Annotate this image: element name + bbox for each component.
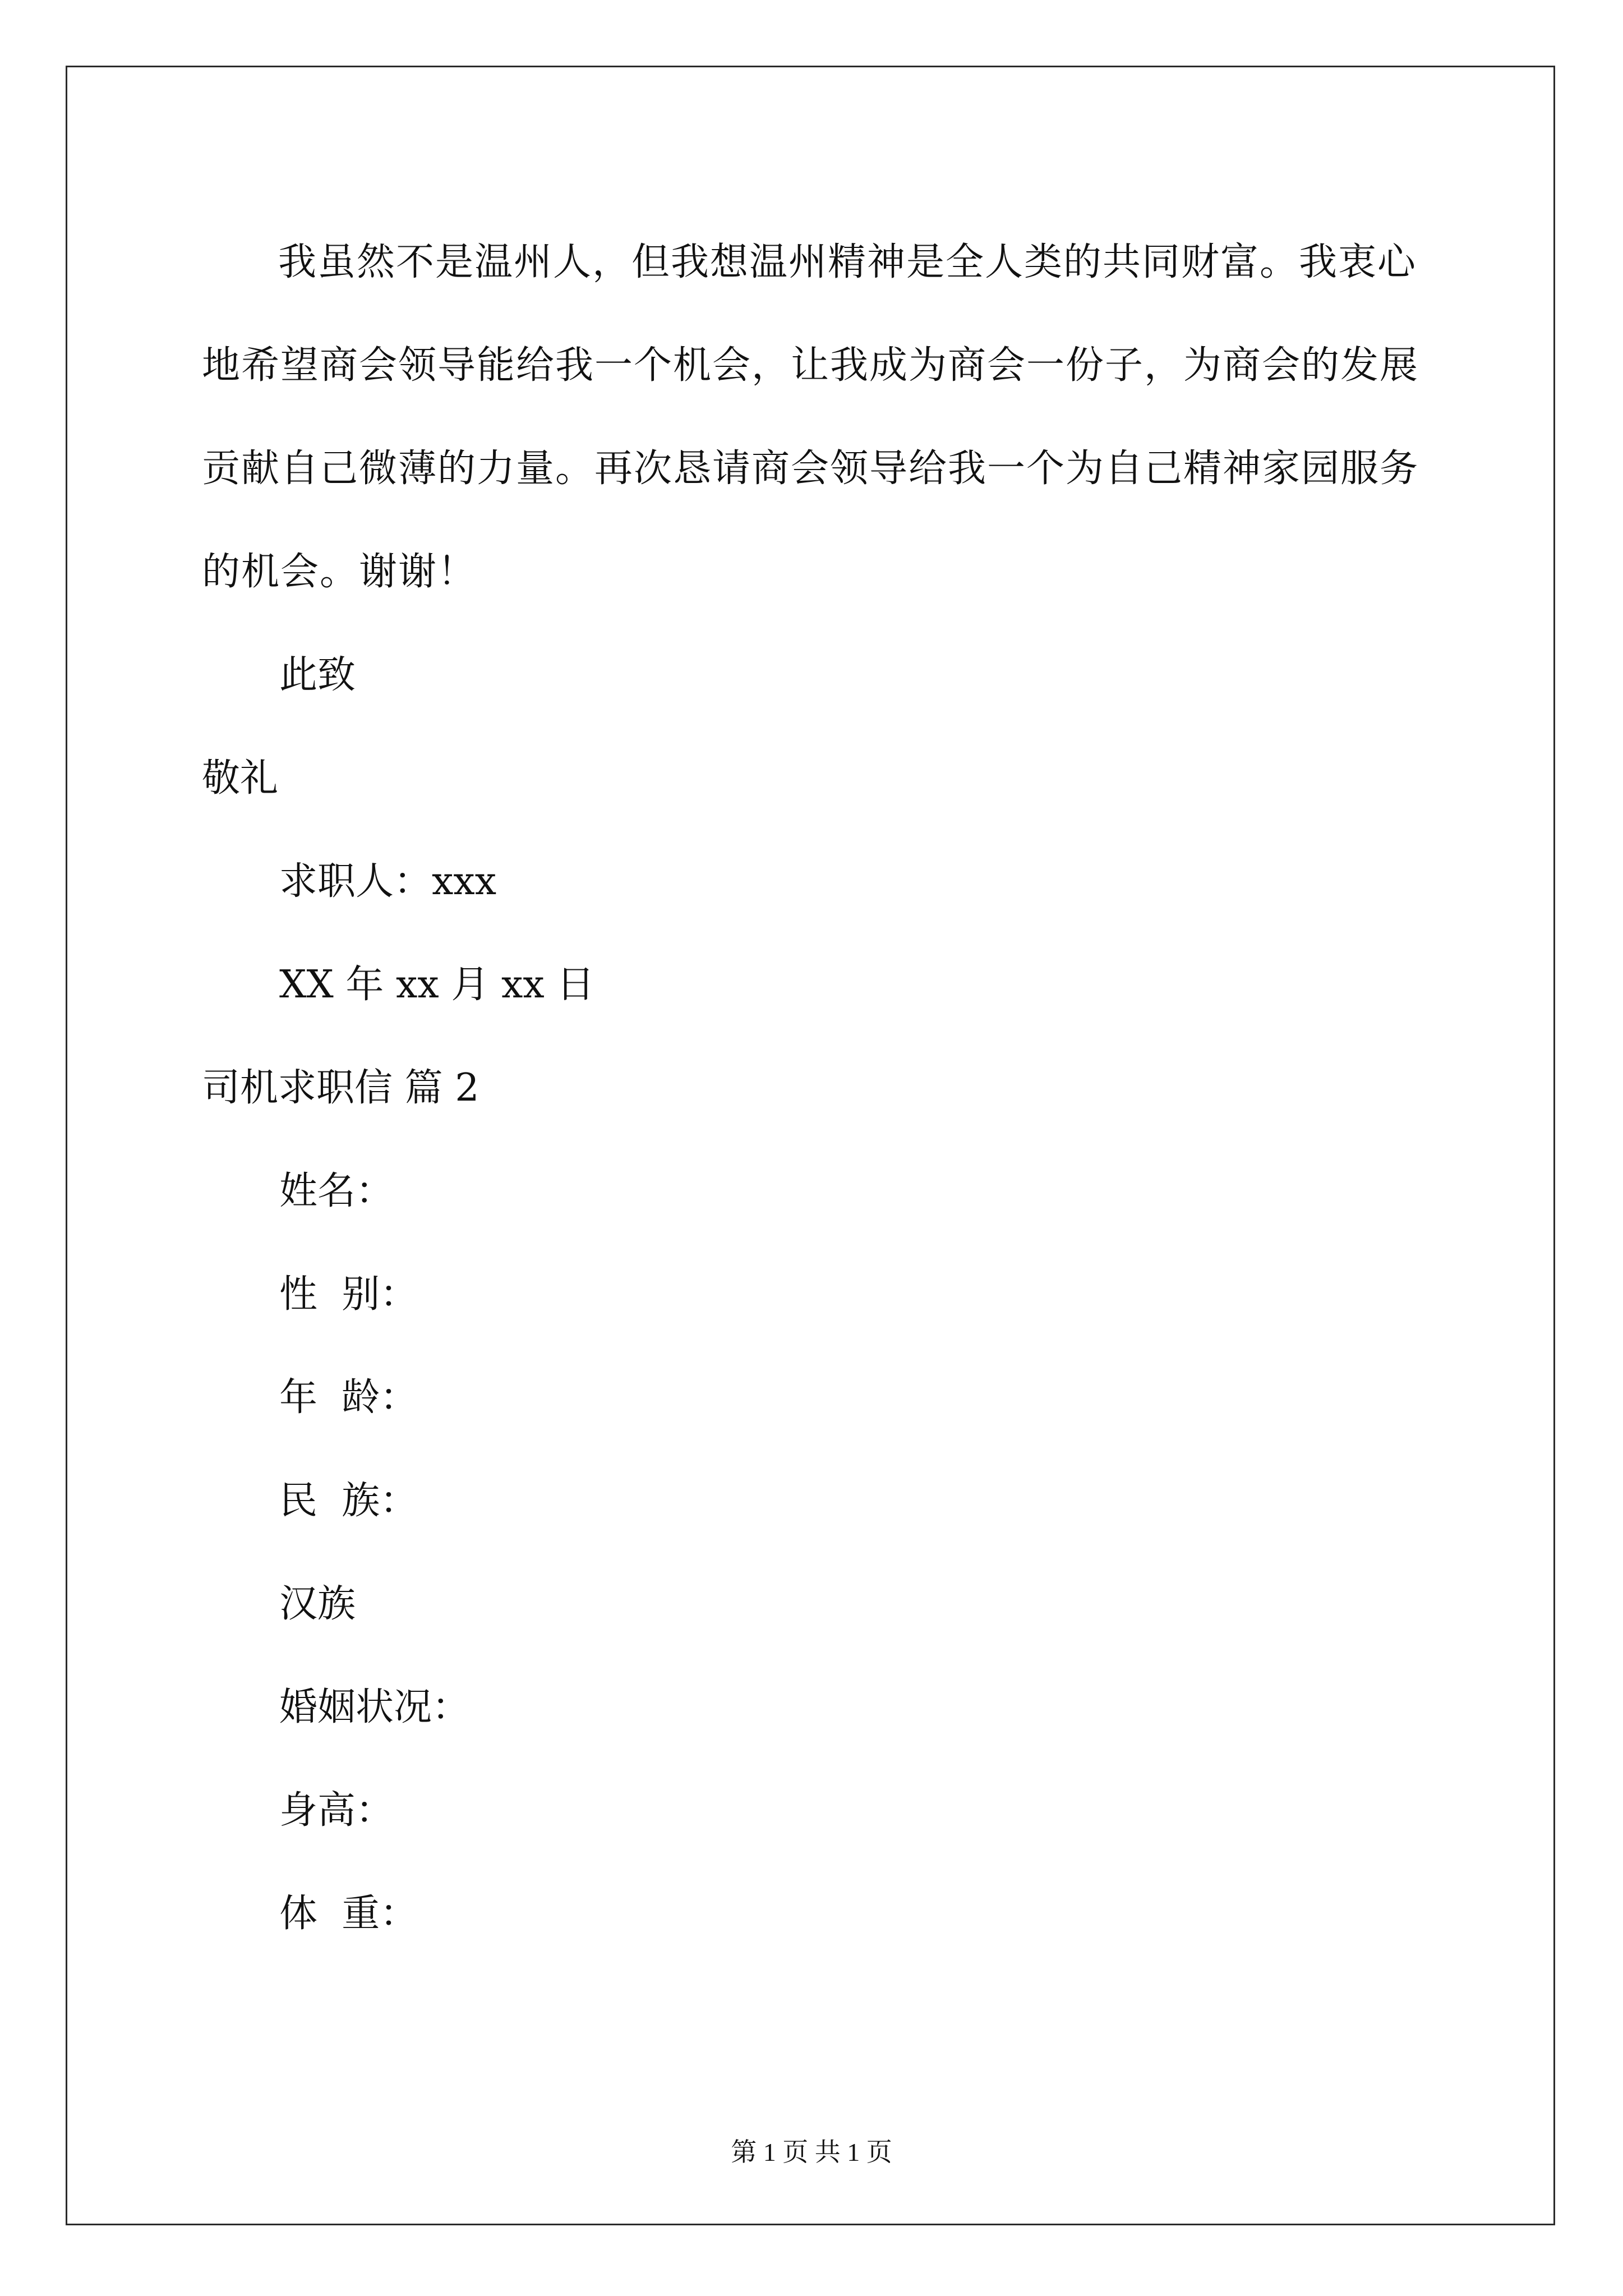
closing-line: 此致 bbox=[279, 653, 356, 697]
field-name: 姓名： bbox=[279, 1169, 394, 1213]
salute-line: 敬礼 bbox=[202, 756, 279, 800]
field-gender: 性 别： bbox=[279, 1272, 418, 1317]
field-height: 身高： bbox=[279, 1788, 394, 1833]
field-ethnicity: 民 族： bbox=[279, 1479, 418, 1523]
body-paragraph: 我虽然不是温州人，但我想温州精神是全人类的共同财富。我衷心地希望商会领导能给我一个机会，让我成为商会一份子，为商会的发展贡献自己微薄的力量。再次恳请商会领导给我一个为自己精神家园服务的机会。谢谢！ bbox=[202, 240, 1419, 594]
field-age: 年 龄： bbox=[279, 1375, 418, 1420]
field-weight: 体 重： bbox=[279, 1892, 418, 1936]
page-footer: 第 1 页 共 1 页 bbox=[731, 2138, 892, 2166]
section-title: 司机求职信 篇 2 bbox=[202, 1066, 479, 1110]
field-marital-status: 婚姻状况： bbox=[279, 1685, 471, 1729]
date-line: XX 年 xx 月 xx 日 bbox=[279, 963, 595, 1007]
field-ethnicity-value: 汉族 bbox=[279, 1582, 356, 1626]
signature-line: 求职人：xxx bbox=[279, 859, 497, 904]
document-body bbox=[202, 211, 1424, 1966]
